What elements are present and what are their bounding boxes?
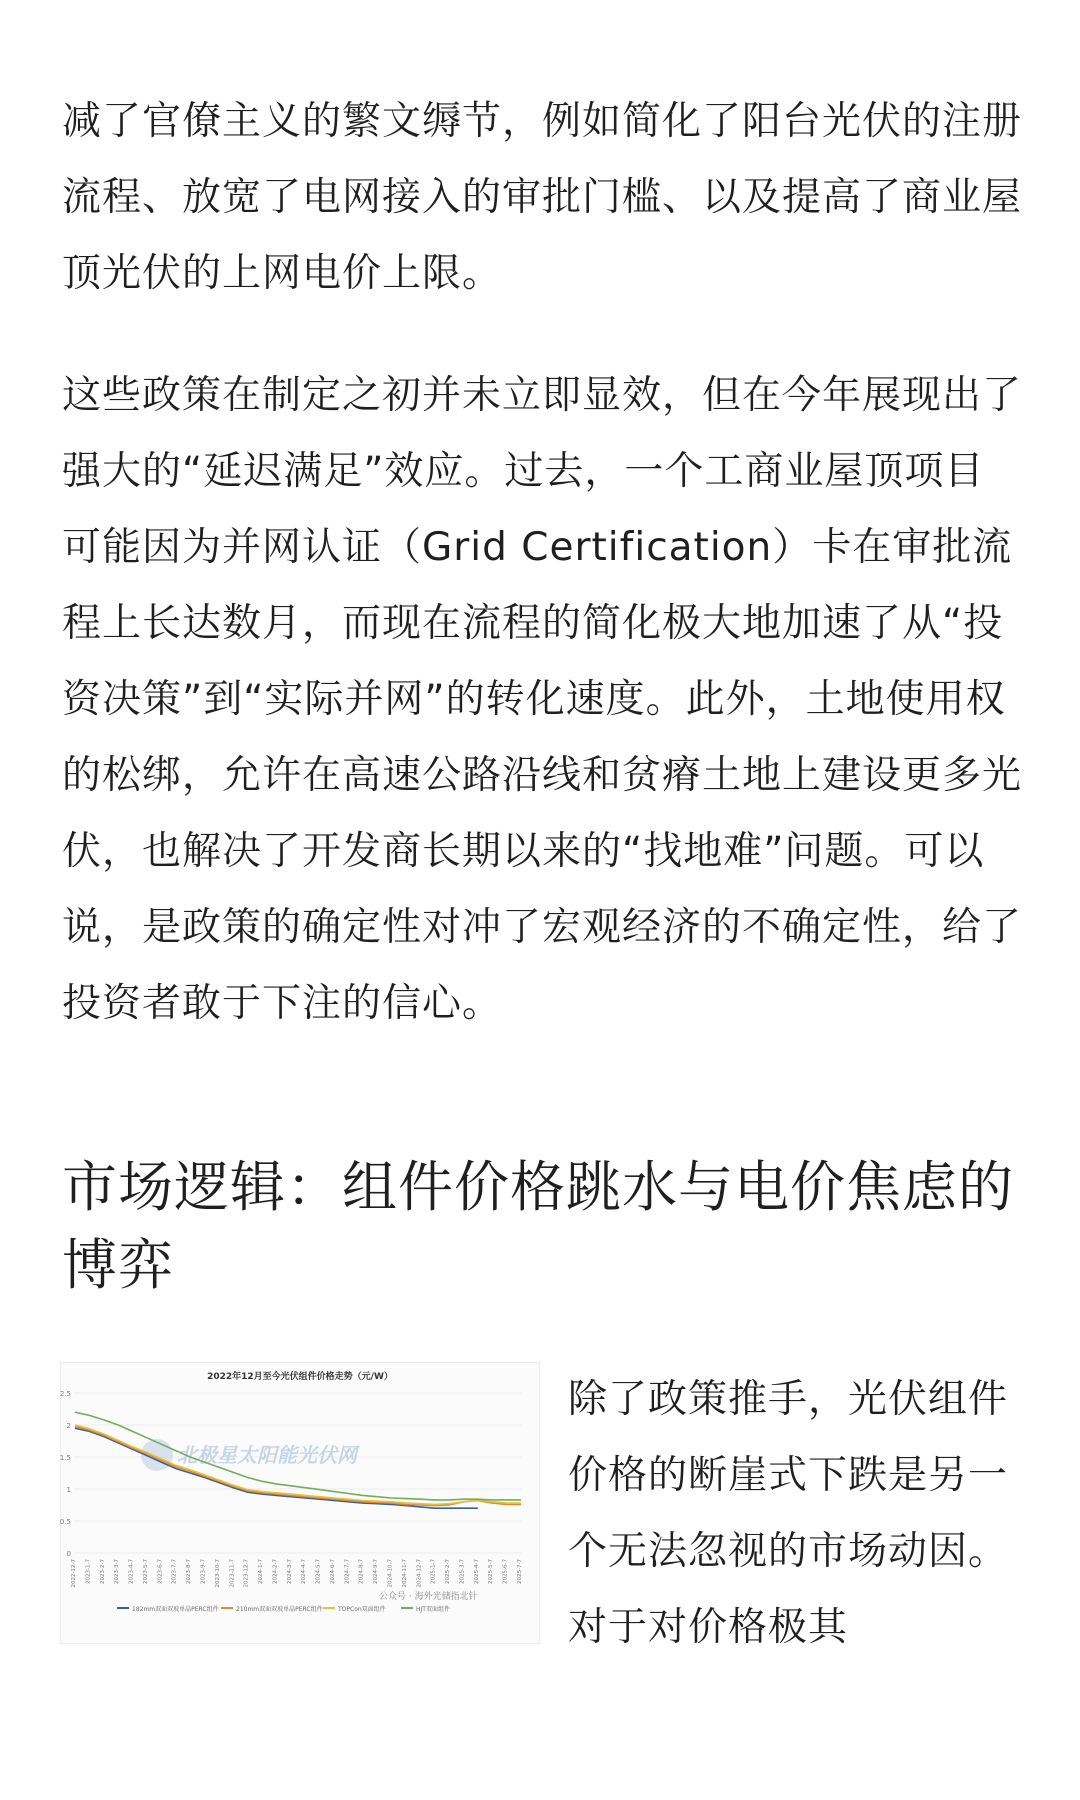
x-tick-label: 2024-6-7	[329, 1559, 336, 1584]
x-tick-label: 2023-6-7	[157, 1559, 164, 1584]
x-tick-label: 2023-9-7	[200, 1559, 207, 1584]
x-tick-label: 2023-8-7	[186, 1559, 193, 1584]
y-tick-label: 2.5	[59, 1390, 71, 1398]
x-tick-label: 2025-6-7	[502, 1559, 509, 1584]
price-chart	[61, 1363, 539, 1643]
x-tick-label: 2024-2-7	[272, 1559, 279, 1584]
y-tick-label: 1	[66, 1486, 71, 1494]
y-tick-label: 0.5	[59, 1518, 71, 1526]
x-tick-label: 2025-3-7	[459, 1559, 466, 1584]
x-tick-label: 2024-4-7	[301, 1559, 308, 1584]
x-tick-label: 2023-5-7	[142, 1559, 149, 1584]
x-tick-label: 2025-5-7	[488, 1559, 495, 1584]
x-tick-label: 2025-1-7	[430, 1559, 437, 1584]
x-tick-label: 2023-11-7	[229, 1559, 236, 1588]
side-paragraph: 除了政策推手，光伏组件价格的断崖式下跌是另一个无法忽视的市场动因。对于对价格极其	[568, 1377, 1009, 1650]
x-tick-label: 2022-12-7	[71, 1559, 77, 1588]
watermark-text: 北极星太阳能光伏网	[177, 1443, 357, 1467]
paragraph-2: 这些政策在制定之初并未立即显效，但在今年展现出了强大的“延迟满足”效应。过去，一个工商业屋顶项目可能因为并网认证（Grid Certification）卡在审批流程上长达数月，而现在流程的简化极大地加速了从“投资决策”到“实际并网”的转化速度。此外，土地使用权的松绑，允许在高速公路沿线和贫瘠土地上建设更多光伏，也解决了开发商长期以来的“找地难”问题。可以说，是政策的确定性对冲了宏观经济的不确定性，给了投资者敢于下注的信心。	[62, 373, 1023, 1026]
x-tick-label: 2024-10-7	[387, 1559, 394, 1588]
x-tick-label: 2023-7-7	[171, 1559, 178, 1584]
chart-source-label: 公众号 · 海外光储指北针	[379, 1592, 478, 1602]
paragraph-1: 减了官僚主义的繁文缛节，例如简化了阳台光伏的注册流程、放宽了电网接入的审批门槛、以及提高了商业屋顶光伏的上网电价上限。	[62, 99, 1023, 296]
x-tick-label: 2024-1-7	[258, 1559, 265, 1584]
y-tick-label: 0	[66, 1550, 71, 1558]
x-tick-label: 2023-10-7	[214, 1559, 221, 1588]
x-tick-label: 2024-7-7	[344, 1559, 351, 1584]
legend-label: HJT双面组件	[416, 1606, 450, 1613]
x-tick-label: 2023-3-7	[114, 1559, 121, 1584]
y-tick-label: 1.5	[59, 1454, 71, 1462]
legend-label: TOPCon双面组件	[338, 1606, 386, 1613]
legend-label: 182mm双面双玻单晶PERC组件	[132, 1606, 219, 1613]
x-tick-label: 2023-12-7	[243, 1559, 250, 1588]
x-tick-label: 2024-9-7	[373, 1559, 380, 1584]
legend-label: 210mm双面双玻单晶PERC组件	[236, 1606, 323, 1613]
series-line	[75, 1428, 478, 1508]
x-tick-label: 2024-11-7	[401, 1559, 408, 1588]
x-tick-label: 2024-5-7	[315, 1559, 322, 1584]
price-chart-figure[interactable]	[60, 1362, 540, 1644]
x-tick-label: 2024-12-7	[416, 1559, 423, 1588]
chart-legend	[117, 1605, 450, 1613]
x-tick-label: 2025-7-7	[517, 1559, 523, 1584]
y-tick-label: 2	[66, 1422, 71, 1430]
section-heading: 市场逻辑：组件价格跳水与电价焦虑的博弈	[62, 1155, 1015, 1297]
chart-x-ticks	[71, 1559, 523, 1588]
x-tick-label: 2024-3-7	[286, 1559, 293, 1584]
x-tick-label: 2023-2-7	[99, 1559, 106, 1584]
x-tick-label: 2025-4-7	[473, 1559, 480, 1584]
chart-gridlines	[75, 1393, 521, 1553]
x-tick-label: 2023-1-7	[85, 1559, 92, 1584]
x-tick-label: 2024-8-7	[358, 1559, 365, 1584]
chart-title: 2022年12月至今光伏组件价格走势（元/W）	[207, 1372, 393, 1382]
x-tick-label: 2023-4-7	[128, 1559, 135, 1584]
chart-y-ticks	[60, 1390, 71, 1558]
x-tick-label: 2025-2-7	[445, 1559, 452, 1584]
